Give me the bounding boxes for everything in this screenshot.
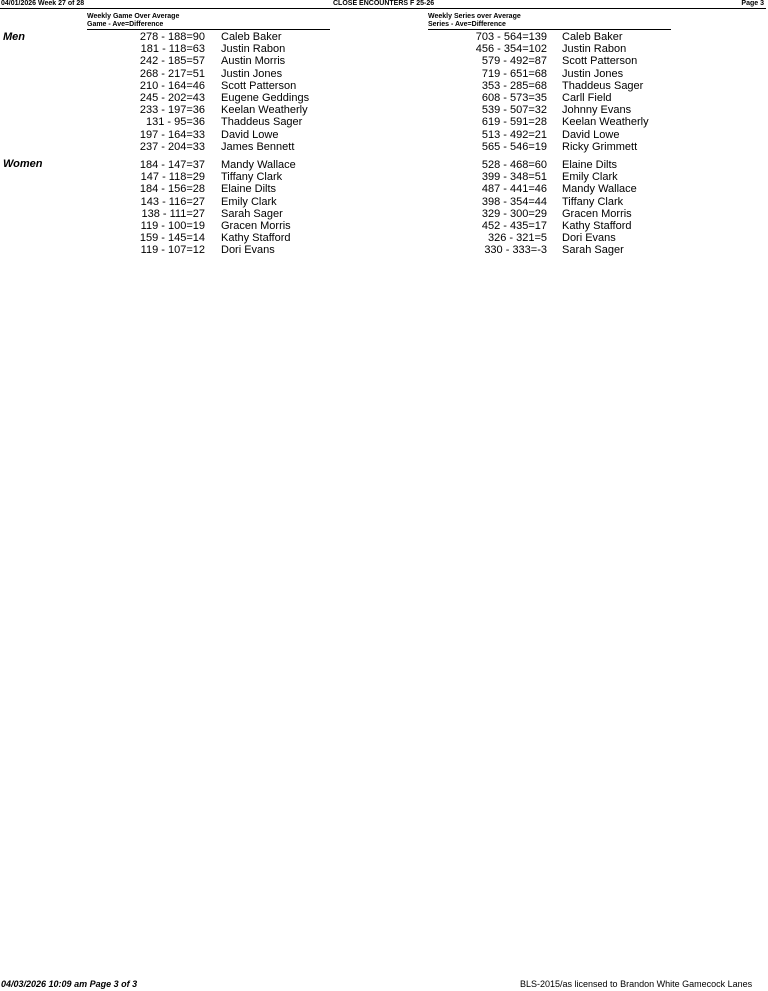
men-group-label: Men — [3, 31, 25, 43]
list-item — [0, 183, 768, 195]
bowler-name: Austin Morris — [221, 55, 286, 68]
bowler-name: Caleb Baker — [221, 31, 282, 43]
series-score-difference: 528 - 468=60 — [481, 159, 547, 171]
list-item — [0, 141, 768, 153]
bowler-name: Scott Patterson — [562, 55, 638, 68]
game-score-difference: 119 - 107=12 — [140, 244, 205, 257]
game-score-difference: 184 - 147=37 — [139, 159, 205, 171]
list-item — [0, 220, 768, 232]
game-score-difference: 210 - 164=46 — [139, 79, 205, 92]
bowler-name: Dori Evans — [562, 232, 616, 245]
series-score-difference: 487 - 441=46 — [481, 183, 547, 196]
bowler-name: Gracen Morris — [221, 219, 291, 232]
game-score-difference: 131 - 95=36 — [145, 116, 205, 129]
list-item — [0, 104, 768, 116]
bowler-name: Justin Rabon — [562, 43, 627, 56]
bowler-name: Tiffany Clark — [221, 171, 283, 184]
game-score-difference: 245 - 202=43 — [139, 91, 205, 104]
page-header — [0, 0, 766, 9]
game-score-difference: 159 - 145=14 — [139, 232, 205, 245]
series-score-difference: 353 - 285=68 — [481, 79, 547, 92]
game-score-difference: 138 - 111=27 — [141, 207, 205, 220]
bowler-name: Scott Patterson — [221, 79, 297, 92]
bowler-name: Kathy Stafford — [562, 219, 632, 232]
series-score-difference: 539 - 507=32 — [481, 104, 547, 117]
game-score-difference: 237 - 204=33 — [139, 140, 205, 153]
game-column-subtitle: Game - Ave=Difference — [87, 21, 330, 30]
bowler-name: Mandy Wallace — [562, 183, 637, 196]
game-column-title: Weekly Game Over Average — [87, 13, 180, 20]
list-item — [0, 116, 768, 128]
bowler-name: Caleb Baker — [562, 31, 623, 43]
bowler-name: Elaine Dilts — [221, 183, 277, 196]
bowler-name: Gracen Morris — [562, 207, 632, 220]
list-item — [0, 171, 768, 183]
bowler-name: Tiffany Clark — [562, 195, 624, 208]
series-score-difference: 329 - 300=29 — [481, 207, 547, 220]
list-item — [0, 55, 768, 67]
bowler-name: Keelan Weatherly — [221, 104, 308, 117]
bowler-name: Justin Jones — [221, 67, 283, 80]
series-score-difference: 398 - 354=44 — [481, 195, 547, 208]
series-score-difference: 326 - 321=5 — [487, 232, 547, 245]
bowler-name: Thaddeus Sager — [562, 79, 644, 92]
bowler-name: James Bennett — [221, 140, 295, 153]
game-score-difference: 143 - 116=27 — [140, 195, 205, 208]
bowler-name: David Lowe — [221, 128, 279, 141]
header-page-number: Page 3 — [741, 0, 764, 7]
series-column-header — [428, 13, 671, 30]
series-score-difference: 579 - 492=87 — [481, 55, 547, 68]
bowler-name: Mandy Wallace — [221, 159, 296, 171]
list-item — [0, 129, 768, 141]
series-score-difference: 719 - 651=68 — [481, 67, 547, 80]
bowler-name: Sarah Sager — [221, 207, 283, 220]
game-column-header — [87, 13, 330, 30]
series-score-difference: 608 - 573=35 — [481, 91, 547, 104]
list-item — [0, 196, 768, 208]
bowler-name: Ricky Grimmett — [562, 140, 638, 153]
series-score-difference: 513 - 492=21 — [481, 128, 547, 141]
bowler-name: Justin Rabon — [221, 43, 286, 56]
series-score-difference: 452 - 435=17 — [481, 219, 547, 232]
bowler-name: Sarah Sager — [562, 244, 624, 257]
list-item — [0, 43, 768, 55]
series-score-difference: 565 - 546=19 — [481, 140, 547, 153]
series-score-difference: 330 - 333=-3 — [484, 244, 547, 257]
bowler-name: Thaddeus Sager — [221, 116, 303, 129]
game-score-difference: 268 - 217=51 — [139, 67, 205, 80]
game-score-difference: 278 - 188=90 — [139, 31, 205, 43]
game-score-difference: 242 - 185=57 — [139, 55, 205, 68]
list-item — [0, 232, 768, 244]
bowler-name: Kathy Stafford — [221, 232, 291, 245]
game-score-difference: 184 - 156=28 — [139, 183, 205, 196]
bowler-name: Carll Field — [562, 91, 612, 104]
game-score-difference: 181 - 118=63 — [140, 43, 205, 56]
bowler-name: Johnny Evans — [562, 104, 632, 117]
header-date-week: 04/01/2026 Week 27 of 28 — [1, 0, 85, 7]
game-score-difference: 147 - 118=29 — [140, 171, 205, 184]
list-item — [0, 31, 768, 43]
series-score-difference: 456 - 354=102 — [475, 43, 547, 56]
list-item — [0, 80, 768, 92]
list-item — [0, 159, 768, 171]
header-league-name: CLOSE ENCOUNTERS F 25-26 — [333, 0, 435, 7]
game-score-difference: 119 - 100=19 — [140, 219, 205, 232]
series-score-difference: 399 - 348=51 — [481, 171, 547, 184]
men-series-list — [0, 31, 768, 153]
game-score-difference: 197 - 164=33 — [139, 128, 205, 141]
bowler-name: Dori Evans — [221, 244, 275, 257]
women-series-list — [0, 159, 768, 257]
bowler-name: Emily Clark — [221, 195, 277, 208]
women-group-label: Women — [3, 158, 43, 170]
list-item — [0, 68, 768, 80]
bowler-name: Eugene Geddings — [221, 91, 310, 104]
series-score-difference: 703 - 564=139 — [475, 31, 547, 43]
footer-license: BLS-2015/as licensed to Brandon White Gamecock Lanes — [520, 979, 753, 989]
list-item — [0, 208, 768, 220]
series-column-subtitle: Series - Ave=Difference — [428, 21, 671, 30]
bowler-name: David Lowe — [562, 128, 620, 141]
bowler-name: Keelan Weatherly — [562, 116, 649, 129]
bowler-name: Emily Clark — [562, 171, 618, 184]
bowler-name: Justin Jones — [562, 67, 624, 80]
bowler-name: Elaine Dilts — [562, 159, 618, 171]
list-item — [0, 244, 768, 256]
footer-printed-info: 04/03/2026 10:09 am Page 3 of 3 — [1, 979, 138, 989]
list-item — [0, 92, 768, 104]
series-score-difference: 619 - 591=28 — [481, 116, 547, 129]
series-column-title: Weekly Series over Average — [428, 13, 521, 20]
game-score-difference: 233 - 197=36 — [139, 104, 205, 117]
